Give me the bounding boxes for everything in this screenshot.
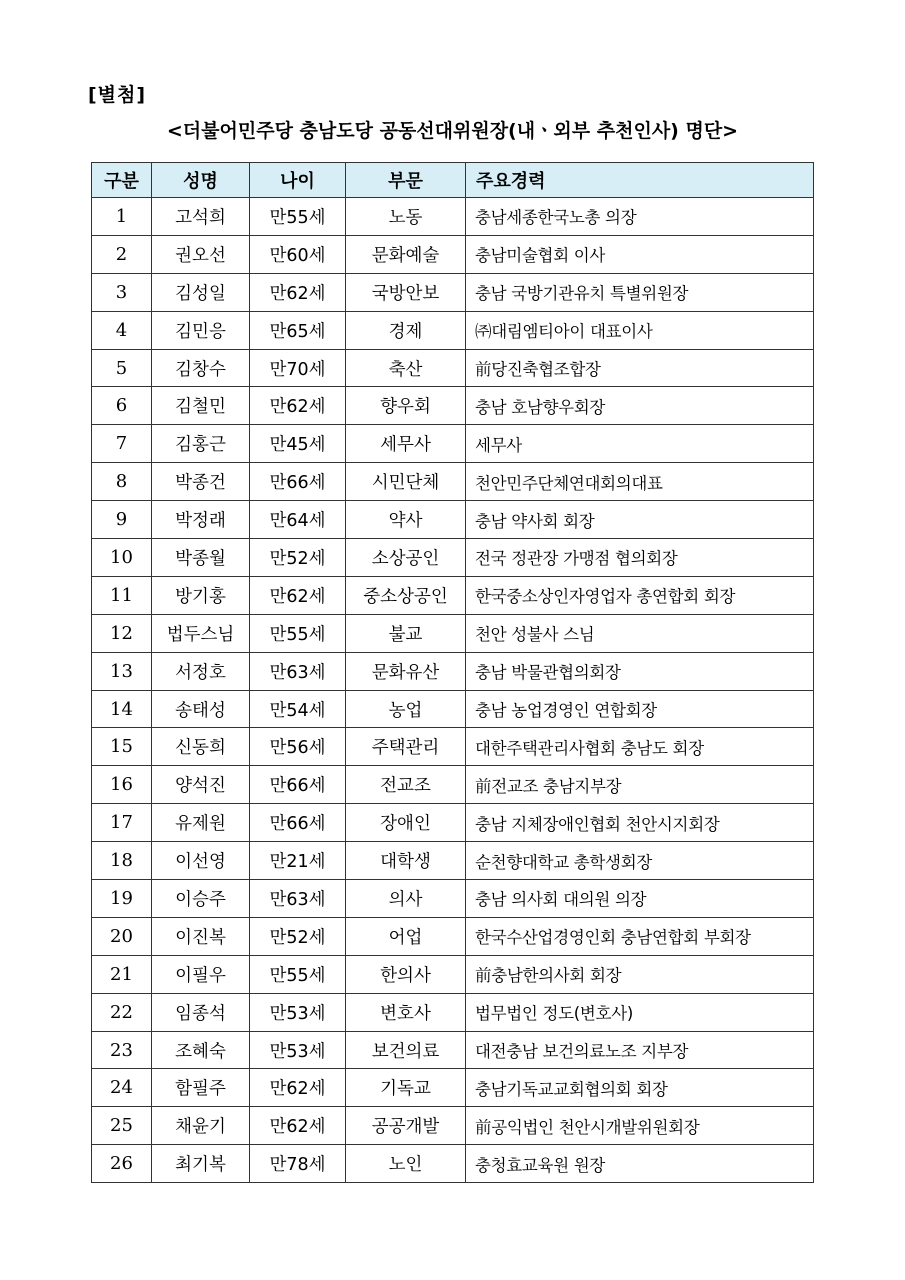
cell-sector: 노동 [346, 198, 466, 236]
cell-no: 2 [92, 235, 152, 273]
cell-name: 이진복 [152, 917, 250, 955]
cell-name: 이선영 [152, 842, 250, 880]
cell-name: 이승주 [152, 880, 250, 918]
cell-name: 임종석 [152, 993, 250, 1031]
cell-career: 충남 약사회 회장 [466, 501, 814, 539]
cell-career: 순천향대학교 총학생회장 [466, 842, 814, 880]
cell-no: 25 [92, 1107, 152, 1145]
table-row [92, 273, 814, 311]
cell-sector: 중소상공인 [346, 576, 466, 614]
table-row [92, 1031, 814, 1069]
cell-name: 송태성 [152, 690, 250, 728]
cell-age: 만53세 [250, 1031, 346, 1069]
table-row [92, 690, 814, 728]
cell-sector: 문화유산 [346, 652, 466, 690]
cell-no: 21 [92, 955, 152, 993]
cell-career: 충남미술협회 이사 [466, 235, 814, 273]
cell-sector: 의사 [346, 880, 466, 918]
cell-age: 만55세 [250, 198, 346, 236]
cell-career: 충남 농업경영인 연합회장 [466, 690, 814, 728]
table-row [92, 463, 814, 501]
cell-career: 천안민주단체연대회의대표 [466, 463, 814, 501]
cell-name: 김창수 [152, 349, 250, 387]
cell-sector: 약사 [346, 501, 466, 539]
cell-name: 유제원 [152, 804, 250, 842]
cell-age: 만62세 [250, 273, 346, 311]
table-row [92, 576, 814, 614]
cell-sector: 축산 [346, 349, 466, 387]
cell-sector: 기독교 [346, 1069, 466, 1107]
cell-career: 충남 지체장애인협회 천안시지회장 [466, 804, 814, 842]
table-row [92, 1145, 814, 1183]
cell-age: 만66세 [250, 804, 346, 842]
cell-no: 8 [92, 463, 152, 501]
table-row [92, 425, 814, 463]
cell-sector: 농업 [346, 690, 466, 728]
cell-career: 대한주택관리사협회 충남도 회장 [466, 728, 814, 766]
cell-no: 18 [92, 842, 152, 880]
table-row [92, 652, 814, 690]
cell-sector: 대학생 [346, 842, 466, 880]
header-age: 나이 [250, 163, 346, 198]
table-row [92, 311, 814, 349]
cell-age: 만62세 [250, 1069, 346, 1107]
table-row [92, 1069, 814, 1107]
cell-age: 만52세 [250, 917, 346, 955]
cell-sector: 어업 [346, 917, 466, 955]
cell-name: 권오선 [152, 235, 250, 273]
committee-roster-table [91, 162, 814, 1183]
cell-no: 16 [92, 766, 152, 804]
table-row [92, 235, 814, 273]
table-row [92, 880, 814, 918]
cell-age: 만65세 [250, 311, 346, 349]
cell-no: 1 [92, 198, 152, 236]
cell-career: 충남세종한국노총 의장 [466, 198, 814, 236]
cell-career: 前전교조 충남지부장 [466, 766, 814, 804]
cell-name: 박정래 [152, 501, 250, 539]
cell-sector: 소상공인 [346, 539, 466, 577]
table-row [92, 955, 814, 993]
cell-age: 만66세 [250, 766, 346, 804]
cell-sector: 변호사 [346, 993, 466, 1031]
cell-name: 최기복 [152, 1145, 250, 1183]
cell-career: 한국중소상인자영업자 총연합회 회장 [466, 576, 814, 614]
cell-no: 9 [92, 501, 152, 539]
cell-sector: 향우회 [346, 387, 466, 425]
table-row [92, 804, 814, 842]
table-row [92, 917, 814, 955]
cell-name: 방기홍 [152, 576, 250, 614]
cell-no: 6 [92, 387, 152, 425]
cell-no: 26 [92, 1145, 152, 1183]
cell-no: 4 [92, 311, 152, 349]
cell-no: 11 [92, 576, 152, 614]
cell-sector: 한의사 [346, 955, 466, 993]
cell-no: 5 [92, 349, 152, 387]
cell-name: 김철민 [152, 387, 250, 425]
cell-no: 12 [92, 614, 152, 652]
cell-career: 前당진축협조합장 [466, 349, 814, 387]
cell-sector: 경제 [346, 311, 466, 349]
cell-age: 만63세 [250, 652, 346, 690]
cell-no: 3 [92, 273, 152, 311]
cell-career: 前공익법인 천안시개발위원회장 [466, 1107, 814, 1145]
cell-name: 서정호 [152, 652, 250, 690]
cell-sector: 불교 [346, 614, 466, 652]
cell-no: 22 [92, 993, 152, 1031]
cell-no: 24 [92, 1069, 152, 1107]
cell-age: 만78세 [250, 1145, 346, 1183]
cell-age: 만45세 [250, 425, 346, 463]
cell-career: 충남 국방기관유치 특별위원장 [466, 273, 814, 311]
cell-age: 만52세 [250, 539, 346, 577]
cell-sector: 장애인 [346, 804, 466, 842]
cell-sector: 국방안보 [346, 273, 466, 311]
cell-career: 전국 정관장 가맹점 협의회장 [466, 539, 814, 577]
table-row [92, 728, 814, 766]
cell-no: 14 [92, 690, 152, 728]
cell-age: 만64세 [250, 501, 346, 539]
cell-age: 만53세 [250, 993, 346, 1031]
cell-career: 충남기독교교회협의회 회장 [466, 1069, 814, 1107]
cell-name: 이필우 [152, 955, 250, 993]
cell-career: ㈜대림엠티아이 대표이사 [466, 311, 814, 349]
cell-name: 법두스님 [152, 614, 250, 652]
attachment-label: [별첨] [88, 84, 147, 106]
cell-career: 충청효교육원 원장 [466, 1145, 814, 1183]
cell-career: 한국수산업경영인회 충남연합회 부회장 [466, 917, 814, 955]
cell-career: 법무법인 정도(변호사) [466, 993, 814, 1031]
cell-no: 7 [92, 425, 152, 463]
header-sector: 부문 [346, 163, 466, 198]
table-row [92, 387, 814, 425]
cell-no: 10 [92, 539, 152, 577]
document-title: <더불어민주당 충남도당 공동선대위원장(내ㆍ외부 추천인사) 명단> [166, 120, 739, 142]
cell-name: 조혜숙 [152, 1031, 250, 1069]
cell-age: 만62세 [250, 387, 346, 425]
cell-age: 만63세 [250, 880, 346, 918]
cell-career: 前충남한의사회 회장 [466, 955, 814, 993]
cell-no: 20 [92, 917, 152, 955]
cell-name: 함필주 [152, 1069, 250, 1107]
header-name: 성명 [152, 163, 250, 198]
cell-sector: 시민단체 [346, 463, 466, 501]
cell-sector: 보건의료 [346, 1031, 466, 1069]
cell-career: 천안 성불사 스님 [466, 614, 814, 652]
cell-no: 17 [92, 804, 152, 842]
cell-name: 박종월 [152, 539, 250, 577]
table-row [92, 1107, 814, 1145]
cell-sector: 노인 [346, 1145, 466, 1183]
cell-age: 만21세 [250, 842, 346, 880]
cell-age: 만56세 [250, 728, 346, 766]
table-header-row [92, 163, 814, 198]
cell-age: 만66세 [250, 463, 346, 501]
cell-name: 고석희 [152, 198, 250, 236]
cell-age: 만62세 [250, 1107, 346, 1145]
cell-name: 양석진 [152, 766, 250, 804]
cell-age: 만60세 [250, 235, 346, 273]
cell-career: 세무사 [466, 425, 814, 463]
cell-name: 김성일 [152, 273, 250, 311]
cell-name: 채윤기 [152, 1107, 250, 1145]
cell-sector: 문화예술 [346, 235, 466, 273]
header-career: 주요경력 [466, 163, 814, 198]
table-row [92, 614, 814, 652]
cell-name: 김민응 [152, 311, 250, 349]
table-row [92, 539, 814, 577]
header-no: 구분 [92, 163, 152, 198]
table-body [92, 198, 814, 1183]
table-row [92, 501, 814, 539]
cell-career: 충남 의사회 대의원 의장 [466, 880, 814, 918]
table-row [92, 349, 814, 387]
cell-no: 13 [92, 652, 152, 690]
cell-name: 신동희 [152, 728, 250, 766]
cell-career: 충남 박물관협의회장 [466, 652, 814, 690]
cell-age: 만55세 [250, 614, 346, 652]
cell-age: 만70세 [250, 349, 346, 387]
cell-no: 23 [92, 1031, 152, 1069]
cell-no: 19 [92, 880, 152, 918]
cell-age: 만54세 [250, 690, 346, 728]
cell-name: 박종건 [152, 463, 250, 501]
cell-career: 충남 호남향우회장 [466, 387, 814, 425]
cell-age: 만62세 [250, 576, 346, 614]
cell-name: 김홍근 [152, 425, 250, 463]
table-row [92, 993, 814, 1031]
cell-age: 만55세 [250, 955, 346, 993]
table-row [92, 842, 814, 880]
cell-career: 대전충남 보건의료노조 지부장 [466, 1031, 814, 1069]
cell-no: 15 [92, 728, 152, 766]
table-row [92, 766, 814, 804]
table-row [92, 198, 814, 236]
cell-sector: 주택관리 [346, 728, 466, 766]
cell-sector: 공공개발 [346, 1107, 466, 1145]
cell-sector: 세무사 [346, 425, 466, 463]
cell-sector: 전교조 [346, 766, 466, 804]
